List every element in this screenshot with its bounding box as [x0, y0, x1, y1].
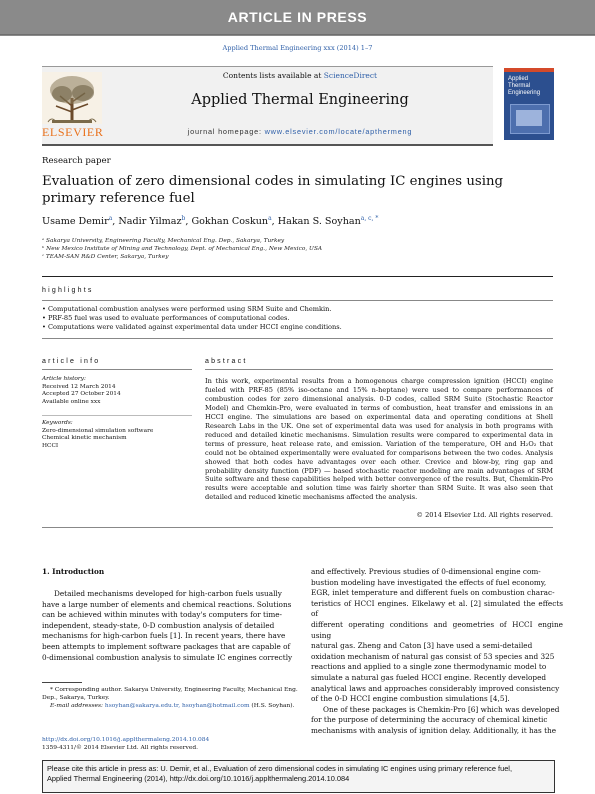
text-line: mechanisms with analysis of ignition delay. Additionally, it has the — [311, 725, 557, 735]
author-list — [42, 215, 378, 227]
text-line: simulate a natural gas fueled HCCI engine. Recently developed — [311, 672, 547, 682]
article-title — [42, 173, 512, 207]
author-affiliation-sup[interactable]: a — [108, 215, 113, 222]
masthead-top-rule — [42, 66, 493, 67]
received-date: Received 12 March 2014 — [42, 383, 116, 390]
footnote-rule — [42, 682, 82, 683]
article-info-rule — [42, 369, 192, 370]
running-head[interactable]: Applied Thermal Engineering xxx (2014) 1–7 — [222, 44, 373, 52]
email-label: E-mail addresses: — [50, 703, 104, 710]
journal-name: Applied Thermal Engineering — [191, 92, 409, 108]
affiliation-b: ᵇ New Mexico Institute of Mining and Technology, Dept. of Mechanical Eng., New Mexico, USA — [42, 246, 323, 252]
text-line: natural gas. Zheng and Caton [3] have used a semi-detailed — [311, 641, 533, 651]
highlights-rule — [42, 300, 553, 301]
email-link[interactable]: hsoyhan@sakarya.edu.tr, — [104, 703, 181, 710]
author-name[interactable]: Nadir Yilmaz — [118, 216, 182, 228]
text-line: One of these packages is Chemkin-Pro [6] which was developed — [323, 704, 560, 714]
citation-text — [47, 764, 549, 785]
article-type: Research paper — [42, 156, 111, 166]
contents-line — [110, 71, 490, 80]
text-line: mechanisms for high-carbon fuels [1]. In recent years, there have — [42, 631, 286, 641]
keyword: HCCI — [42, 442, 59, 449]
issn-line: 1359-4311/© 2014 Elsevier Ltd. All rights reserved. — [42, 745, 198, 751]
author-name[interactable]: Hakan S. Soyhan — [277, 216, 361, 228]
article-history — [42, 376, 192, 406]
text-line: have a large number of elements and chemical reactions. Solutions — [42, 599, 292, 609]
highlight-item: • PRF-85 fuel was used to evaluate performances of computational codes. — [42, 314, 290, 322]
highlights-heading: highlights — [42, 287, 94, 294]
highlights-top-rule — [42, 276, 553, 277]
email-link[interactable]: hsoyhan@hotmail.com — [181, 703, 250, 710]
article-title-line-2: primary reference fuel — [42, 191, 195, 206]
banner-title: ARTICLE IN PRESS — [227, 9, 368, 25]
text-line: independent, steady-state, 0-D combustion analysis of detailed — [42, 620, 275, 630]
text-line: teristics of HCCI engines. Elkelawy et al. [2] simulated the effects of — [311, 598, 563, 619]
text-line: of the 0-D HCCI engine combustion simulations [4,5]. — [311, 694, 510, 704]
homepage-prefix: journal homepage: — [187, 127, 265, 136]
text-line: oxidation mechanism of natural gas consist of 53 species and 325 — [311, 651, 555, 661]
journal-homepage — [110, 127, 490, 136]
abstract-bottom-rule — [42, 527, 553, 528]
footnotes — [42, 686, 302, 710]
author-affiliation-sup[interactable]: b — [181, 215, 186, 222]
author-name[interactable]: Gokhan Coskun — [191, 216, 269, 228]
text-line: different operating conditions and geometries of HCCI engine using — [311, 619, 563, 640]
author-name[interactable]: Usame Demir — [42, 216, 109, 228]
author-affiliation-sup[interactable]: a, c, * — [360, 215, 379, 222]
keywords-rule — [42, 415, 192, 416]
text-line: bustion modeling have investigated the effects of fuel economy, — [311, 577, 547, 587]
sciencedirect-link[interactable]: ScienceDirect — [323, 71, 378, 80]
keyword: Zero-dimensional simulation software — [42, 427, 154, 434]
highlight-item: • Computational combustion analyses were performed using SRM Suite and Chemkin. — [42, 305, 332, 313]
author-affiliation-sup[interactable]: a — [268, 215, 272, 222]
author-separator: , — [112, 216, 119, 228]
text-line: reactions and applied to a single zone thermodynamic model to — [311, 662, 547, 672]
text-line: 0-dimensional combustion analysis to simulate IC engines correctly — [42, 652, 293, 662]
text-line: been attempts to implement software packages that are capable of — [42, 641, 291, 651]
article-title-line-1: Evaluation of zero dimensional codes in simulating IC engines using — [42, 174, 504, 189]
intro-left-column — [42, 589, 322, 663]
abstract-rule — [205, 369, 553, 370]
copyright: © 2014 Elsevier Ltd. All rights reserved. — [416, 511, 553, 519]
text-line: and effectively. Previous studies of 0-dimensional engine com- — [311, 567, 541, 576]
email-note — [42, 702, 302, 710]
keywords-label: Keywords: — [42, 420, 73, 426]
publisher-name: ELSEVIER — [42, 125, 104, 139]
text-line: Detailed mechanisms developed for high-carbon fuels usually — [54, 589, 282, 598]
article-info-heading: article info — [42, 358, 101, 365]
banner-divider — [0, 34, 595, 35]
citation-line: Please cite this article in press as: U. Demir, et al., Evaluation of zero dimensional codes in simulating IC engines using primary reference fuel, — [47, 764, 513, 773]
highlights-bottom-rule — [42, 338, 553, 339]
history-label: Article history: — [42, 376, 86, 382]
keywords — [42, 420, 192, 450]
abstract-text: In this work, experimental results from a homogenous charge compression ignition (HCCI) engine fueled with PRF-85 (85% iso-octane and 15% n-heptane) were used to compare performances of combustion codes for zero dimensional analysis. 0-D codes, called SRM Suite (Stochastic Reactor Model) and Chemkin-Pro, were evaluated in terms of combustion, heat transfer and emissions in an HCCI engine. The simulations are based on experimental data and operating conditions at Shell Research Labs in the UK. One set of experimental data was used for analysis in both programs with reduced and detailed kinetic mechanisms. Simulation results were compared to experimental data in terms of pressure, heat release rate, and emission. Variation of the temperature, OH and H₂O₂ that could not be obtained experimentally were evaluated for comparisons between the two codes. Analysis showed that both codes have advantages over each other. Crevice and blow-by, ring gap and probability density function (PDF) — based stochastic reactor modeling are main advantages of SRM Suite software and these capabilities helped with better convergence of the results. But, Chemkin-Pro results were acceptable and solution time was fairly shorter than SRM Suite. It was also seen that detailed and reduced kinetic mechanisms affected the analysis. — [205, 377, 553, 502]
text-line: for the purpose of determining the accuracy of chemical kinetic — [311, 715, 548, 725]
section-heading: 1. Introduction — [42, 567, 105, 576]
author-separator: , — [271, 216, 278, 228]
text-line: EGR, inlet temperature and different fuels on combustion charac- — [311, 588, 555, 598]
journal-cover-thumbnail[interactable] — [504, 68, 554, 140]
online-date: Available online xxx — [42, 398, 101, 405]
elsevier-logo — [42, 72, 102, 140]
abstract-heading: abstract — [205, 358, 248, 365]
text-line: analytical laws and approaches considerably improved consistency — [311, 683, 560, 693]
affiliation-a: ᵃ Sakarya University, Engineering Faculty, Mechanical Eng. Dep., Sakarya, Turkey — [42, 238, 285, 244]
homepage-link[interactable]: www.elsevier.com/locate/apthermeng — [264, 127, 413, 136]
doi-link[interactable]: http://dx.doi.org/10.1016/j.applthermaleng.2014.10.084 — [42, 737, 210, 743]
email-suffix: (H.S. Soyhan). — [251, 703, 295, 710]
contents-prefix: Contents lists available at — [222, 71, 324, 80]
corresponding-author-note: * Corresponding author. Sakarya University, Engineering Faculty, Mechanical Eng. Dep., Sakarya, Turkey. — [42, 687, 298, 702]
keyword: Chemical kinetic mechanism — [42, 435, 127, 442]
cover-title: Applied Thermal Engineering — [508, 76, 541, 96]
citation-line[interactable]: Applied Thermal Engineering (2014), http://dx.doi.org/10.1016/j.applthermaleng.2014.10.084 — [47, 774, 350, 784]
affiliation-c: ᶜ TEAM-SAN R&D Center, Sakarya, Turkey — [42, 254, 169, 260]
intro-right-column — [311, 567, 563, 737]
author-separator: , — [185, 216, 192, 228]
text-line: can be achieved within minutes with today's computers for time- — [42, 610, 283, 620]
highlight-item: • Computations were validated against experimental data under HCCI engine conditions. — [42, 323, 342, 331]
masthead-bottom-rule — [42, 144, 493, 146]
accepted-date: Accepted 27 October 2014 — [42, 391, 121, 398]
